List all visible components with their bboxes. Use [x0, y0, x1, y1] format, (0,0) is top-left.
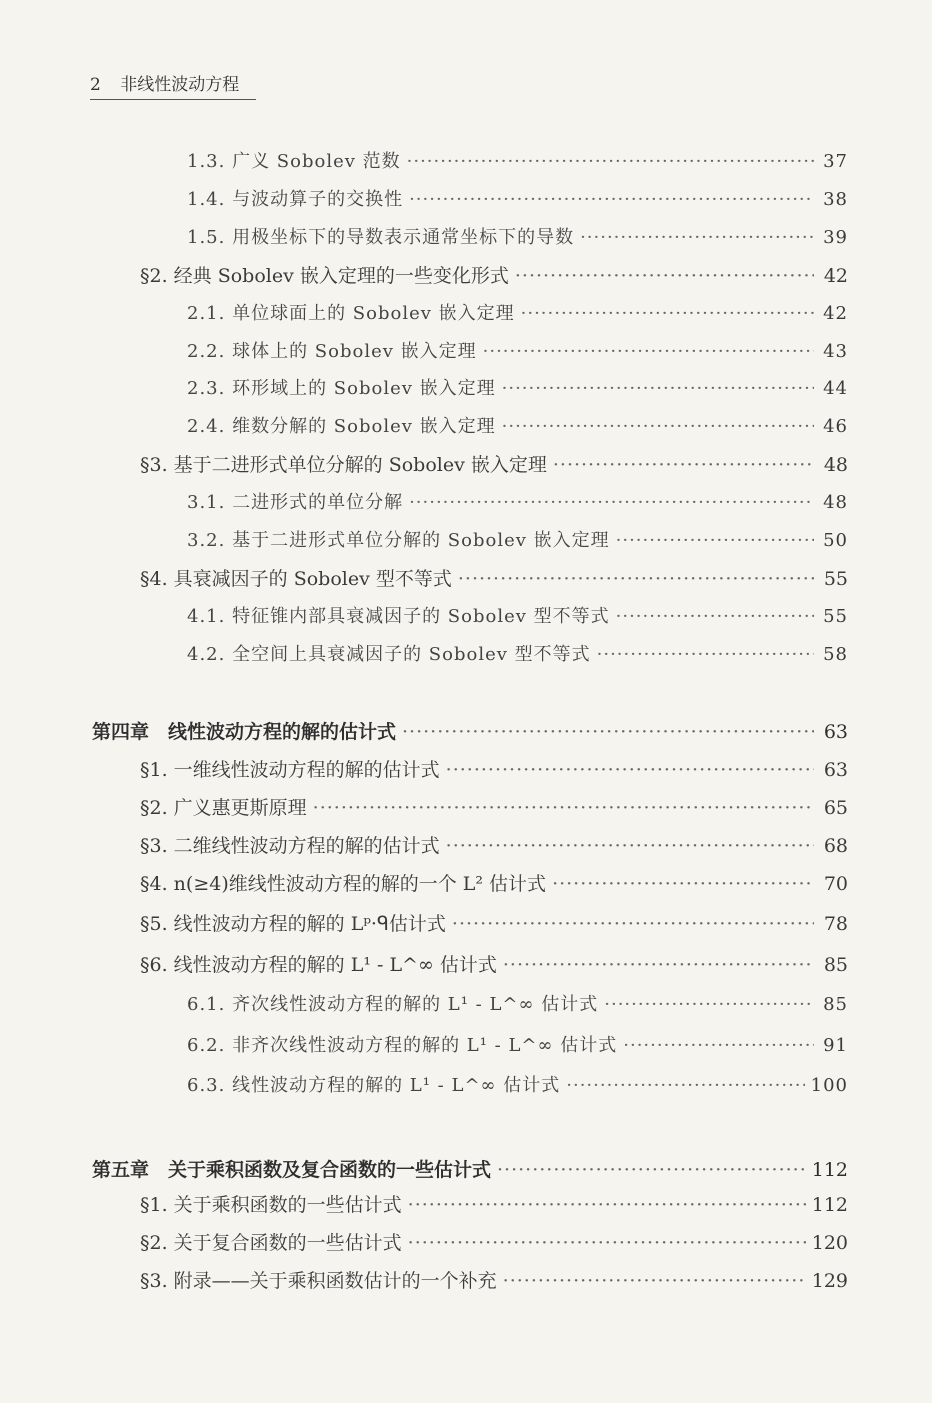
toc-section [140, 951, 848, 979]
toc-leader-dots [409, 489, 814, 517]
toc-entry-page: 112 [811, 1159, 848, 1181]
toc-leader-dots [503, 951, 814, 979]
toc-entry-label: 第四章 线性波动方程的解的估计式 [92, 721, 397, 743]
toc-entry-label: §1. 关于乘积函数的一些估计式 [140, 1194, 402, 1216]
toc-entry-page: 44 [823, 378, 848, 399]
toc-entry-page: 85 [823, 954, 848, 976]
toc-entry-label: 4.2. 全空间上具衰减因子的 Sobolev 型不等式 [187, 644, 591, 665]
toc-section [140, 756, 848, 784]
toc-entry-label: 3.1. 二进形式的单位分解 [187, 492, 404, 513]
toc-section [140, 910, 848, 938]
toc-entry-label: §2. 经典 Sobolev 嵌入定理的一些变化形式 [140, 265, 509, 287]
toc-entry-page: 37 [823, 151, 848, 172]
toc-entry-page: 63 [823, 721, 848, 743]
toc-entry-page: 39 [823, 227, 848, 248]
toc-entry-label: 4.1. 特征锥内部具衰减因子的 Sobolev 型不等式 [187, 606, 610, 627]
toc-entry [187, 413, 848, 441]
toc-entry-page: 48 [823, 492, 848, 513]
toc-entry-page: 68 [823, 835, 848, 857]
toc-entry-label: 6.3. 线性波动方程的解的 L¹ - L^∞ 估计式 [187, 1075, 561, 1096]
toc-entry-page: 46 [823, 416, 848, 437]
toc-entry-label: §2. 关于复合函数的一些估计式 [140, 1232, 402, 1254]
toc-entry-page: 78 [823, 913, 848, 935]
toc-leader-dots [402, 718, 814, 746]
toc-entry-label: §6. 线性波动方程的解的 L¹ - L^∞ 估计式 [140, 954, 497, 976]
toc-leader-dots [408, 1229, 806, 1257]
toc-entry-page: 100 [810, 1075, 848, 1096]
toc-entry [187, 224, 848, 252]
toc-entry-label: §3. 二维线性波动方程的解的估计式 [140, 835, 440, 857]
toc-entry-label: §3. 基于二进形式单位分解的 Sobolev 嵌入定理 [140, 454, 547, 476]
toc-leader-dots [566, 1072, 804, 1100]
toc-leader-dots [521, 300, 814, 328]
toc-leader-dots [604, 991, 814, 1019]
toc-leader-dots [452, 910, 814, 938]
toc-section [140, 794, 848, 822]
toc-entry-page: 42 [823, 265, 848, 287]
toc-entry-label: 3.2. 基于二进形式单位分解的 Sobolev 嵌入定理 [187, 530, 610, 551]
toc-entry-page: 58 [823, 644, 848, 665]
toc-chapter [92, 718, 848, 746]
toc-entry [187, 603, 848, 631]
toc-entry-label: 1.4. 与波动算子的交换性 [187, 189, 404, 210]
toc-leader-dots [552, 870, 814, 898]
toc-section [140, 451, 848, 479]
toc-leader-dots [502, 413, 814, 441]
toc-entry-label: §4. 具衰减因子的 Sobolev 型不等式 [140, 568, 452, 590]
toc-entry-page: 91 [823, 1035, 848, 1056]
toc-entry-label: 6.1. 齐次线性波动方程的解的 L¹ - L^∞ 估计式 [187, 994, 599, 1015]
toc-leader-dots [623, 1032, 814, 1060]
toc-leader-dots [515, 262, 814, 290]
toc-leader-dots [446, 832, 814, 860]
toc-leader-dots [458, 565, 814, 593]
toc-leader-dots [553, 451, 814, 479]
toc-entry-page: 42 [823, 303, 848, 324]
book-title: 非线性波动方程 [120, 75, 240, 95]
toc-entry [187, 186, 848, 214]
toc-entry-label: §3. 附录——关于乘积函数估计的一个补充 [140, 1270, 497, 1292]
toc-entry-page: 55 [823, 606, 848, 627]
toc-entry-label: §5. 线性波动方程的解的 Lᵖ·ᑫ估计式 [140, 913, 446, 935]
toc-leader-dots [446, 756, 814, 784]
toc-entry [187, 527, 848, 555]
toc-entry-page: 120 [811, 1232, 848, 1254]
toc-section [140, 262, 848, 290]
toc-section [140, 832, 848, 860]
toc-entry-label: 2.4. 维数分解的 Sobolev 嵌入定理 [187, 416, 496, 437]
toc-entry-page: 63 [823, 759, 848, 781]
toc-leader-dots [313, 794, 814, 822]
toc-entry-label: §4. n(≥4)维线性波动方程的解的一个 L² 估计式 [140, 873, 547, 895]
toc-entry-page: 38 [823, 189, 848, 210]
toc-entry [187, 300, 848, 328]
toc-leader-dots [597, 641, 814, 669]
toc-entry-page: 50 [823, 530, 848, 551]
toc-entry-label: §2. 广义惠更斯原理 [140, 797, 307, 819]
toc-entry [187, 991, 848, 1019]
toc-entry-page: 85 [823, 994, 848, 1015]
toc-entry-label: 2.2. 球体上的 Sobolev 嵌入定理 [187, 341, 477, 362]
toc-leader-dots [483, 338, 814, 366]
page-number: 2 [90, 75, 101, 95]
toc-entry [187, 1072, 848, 1100]
toc-entry-page: 43 [823, 341, 848, 362]
toc-section [140, 565, 848, 593]
toc-leader-dots [497, 1156, 806, 1184]
toc-entry [187, 148, 848, 176]
toc-section [140, 1191, 848, 1219]
toc-leader-dots [580, 224, 814, 252]
toc-entry-page: 65 [823, 797, 848, 819]
toc-entry-page: 48 [823, 454, 848, 476]
toc-entry-label: 2.3. 环形域上的 Sobolev 嵌入定理 [187, 378, 496, 399]
toc-entry-label: 2.1. 单位球面上的 Sobolev 嵌入定理 [187, 303, 515, 324]
toc-section [140, 1229, 848, 1257]
toc-leader-dots [409, 186, 814, 214]
toc-leader-dots [408, 1191, 806, 1219]
toc-leader-dots [502, 375, 814, 403]
toc-entry-label: 第五章 关于乘积函数及复合函数的一些估计式 [92, 1159, 492, 1181]
toc-entry-label: 1.3. 广义 Sobolev 范数 [187, 151, 401, 172]
toc-leader-dots [503, 1267, 806, 1295]
toc-chapter [92, 1156, 848, 1184]
toc-entry-label: 6.2. 非齐次线性波动方程的解的 L¹ - L^∞ 估计式 [187, 1035, 618, 1056]
toc-leader-dots [407, 148, 814, 176]
toc-entry [187, 489, 848, 517]
toc-entry-page: 112 [811, 1194, 848, 1216]
toc-entry [187, 338, 848, 366]
toc-entry [187, 1032, 848, 1060]
toc-section [140, 870, 848, 898]
toc-section [140, 1267, 848, 1295]
toc-entry-page: 70 [823, 873, 848, 895]
running-header [90, 70, 256, 100]
toc-entry [187, 375, 848, 403]
toc-entry-label: §1. 一维线性波动方程的解的估计式 [140, 759, 440, 781]
toc-entry [187, 641, 848, 669]
toc-leader-dots [616, 603, 814, 631]
toc-entry-page: 129 [811, 1270, 848, 1292]
toc-leader-dots [616, 527, 814, 555]
toc-entry-label: 1.5. 用极坐标下的导数表示通常坐标下的导数 [187, 227, 575, 248]
toc-entry-page: 55 [823, 568, 848, 590]
